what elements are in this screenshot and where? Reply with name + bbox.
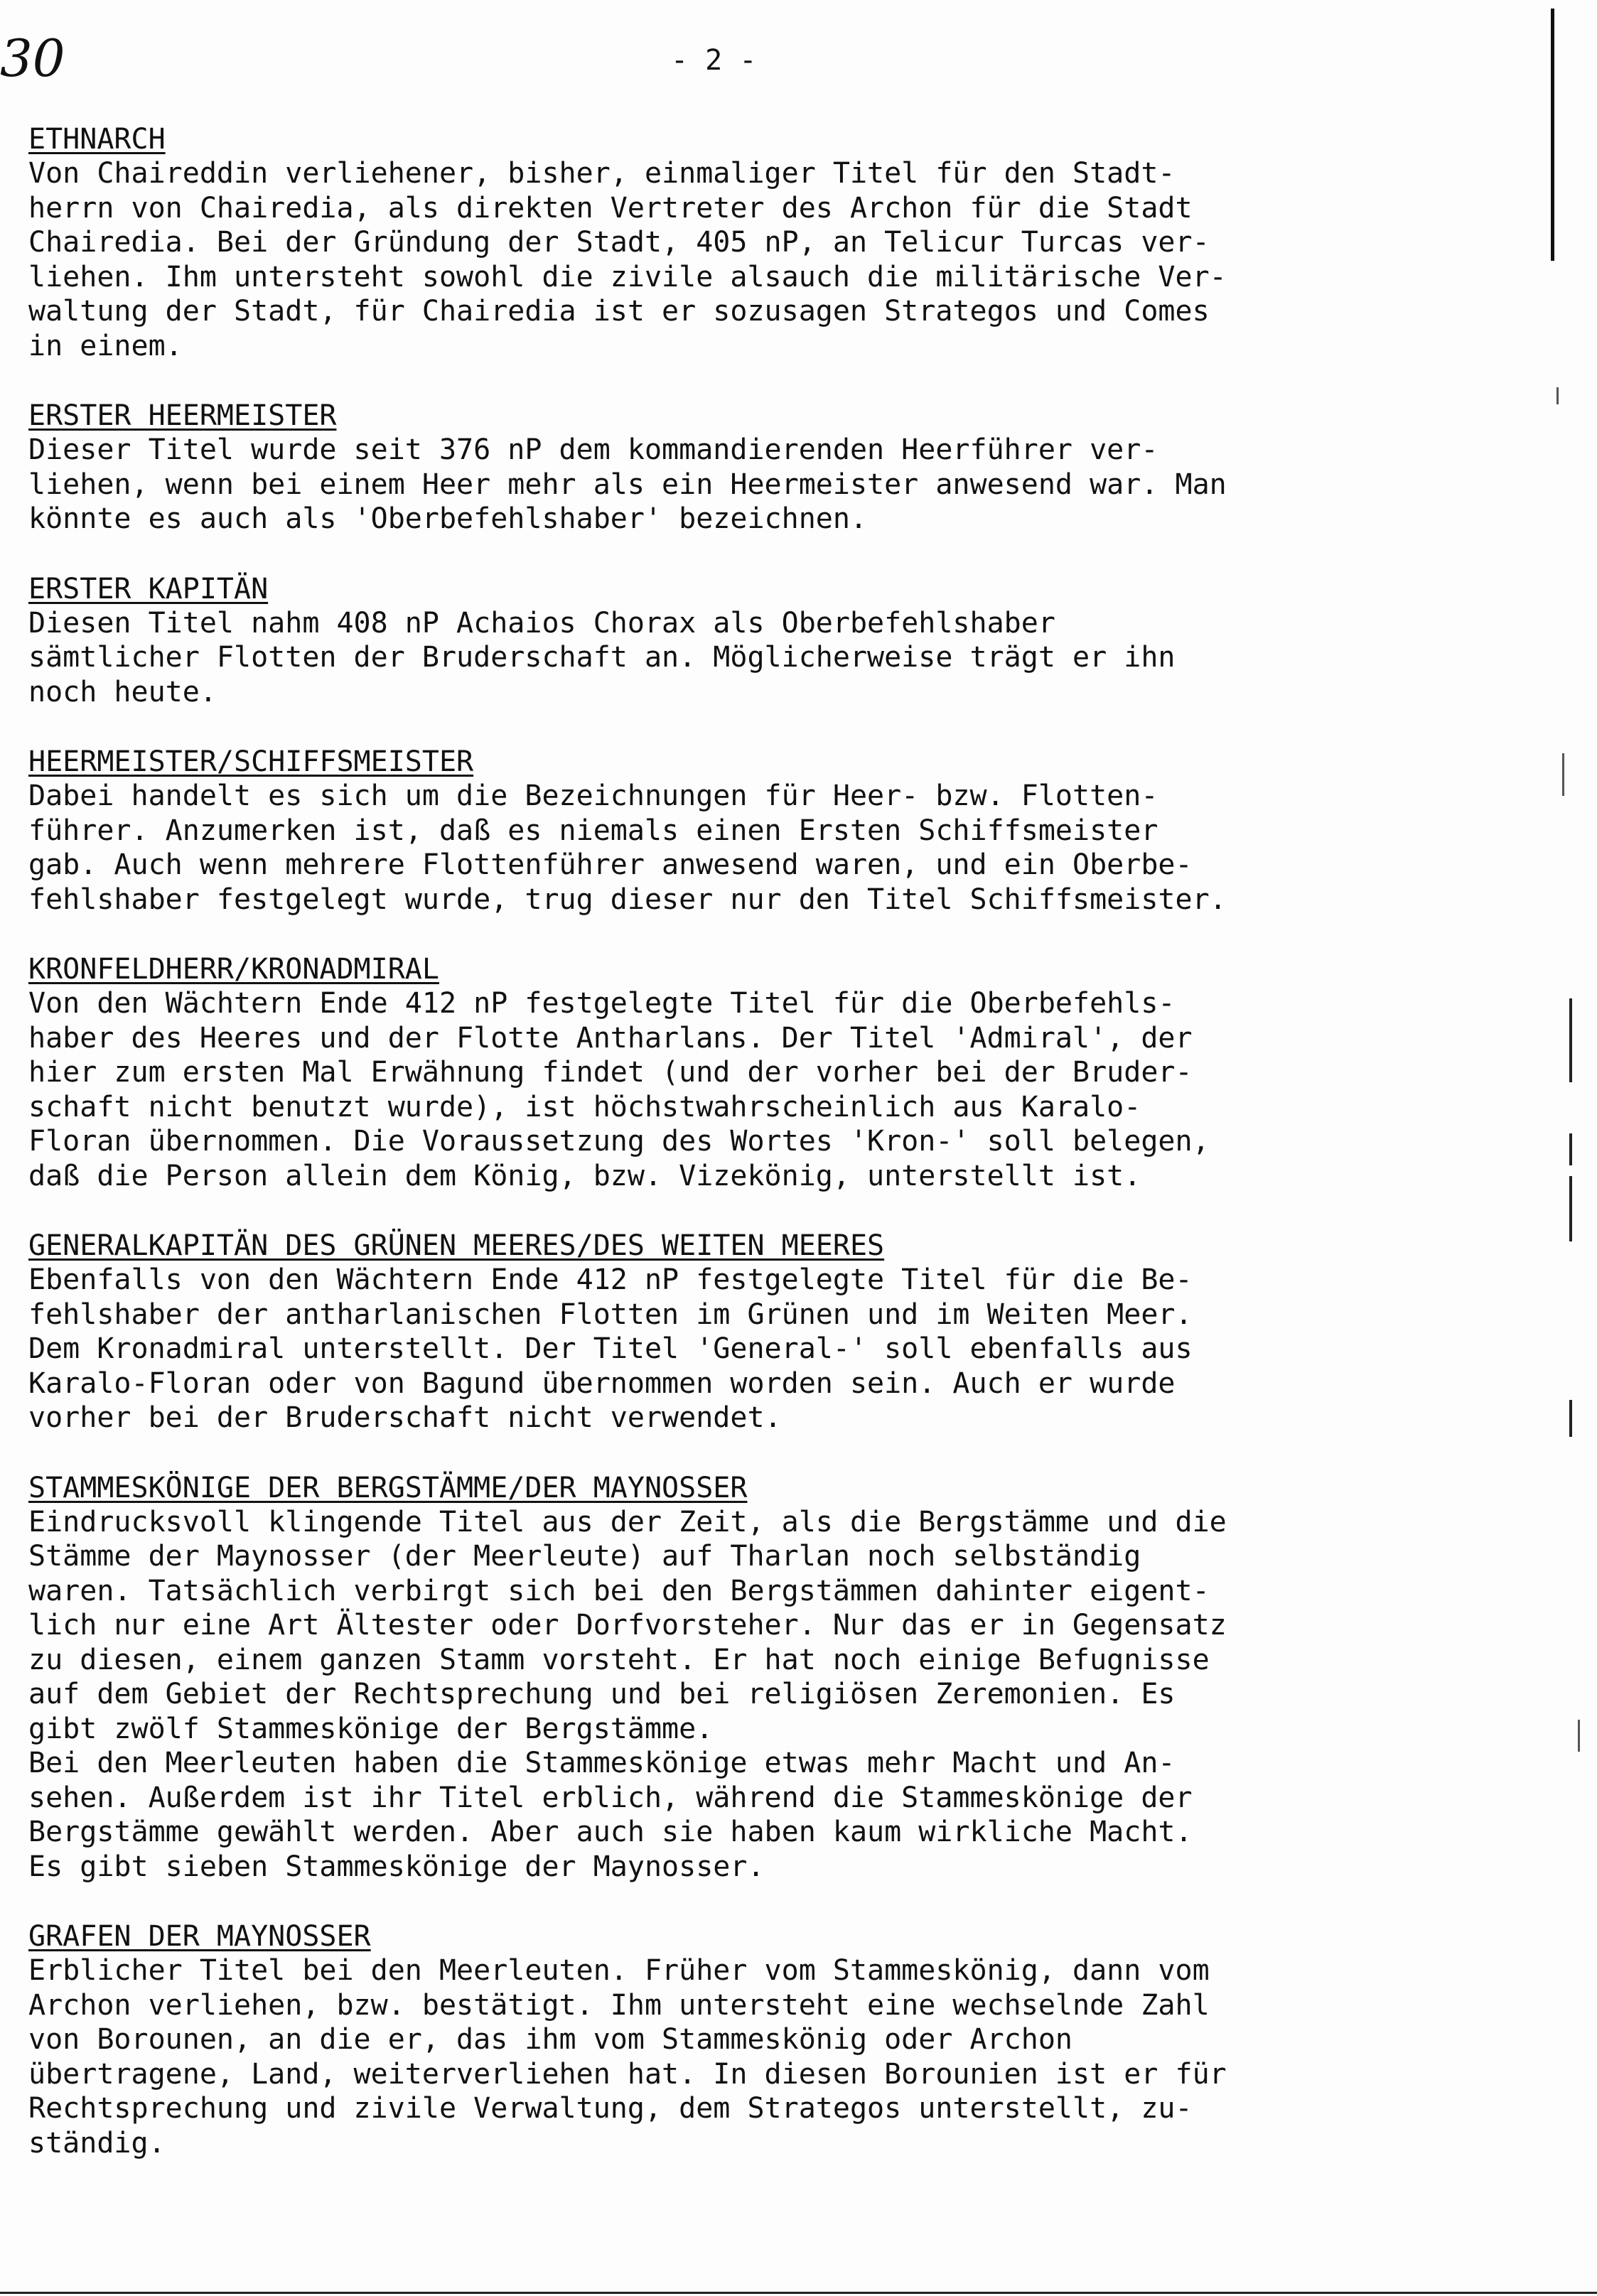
margin-mark: [1569, 1176, 1572, 1241]
entry-text-line: fehlshaber festgelegt wurde, trug dieser nur den Titel Schiffsmeister.: [28, 883, 1227, 916]
entry-text-line: Dem Kronadmiral unterstellt. Der Titel 'General-' soll ebenfalls aus: [28, 1332, 1193, 1365]
entry-text-line: Es gibt sieben Stammeskönige der Maynosser.: [28, 1850, 765, 1883]
entry-heading: ETHNARCH: [28, 123, 166, 156]
page-bottom-edge: [0, 2292, 1597, 2294]
entry-text-line: Archon verliehen, bzw. bestätigt. Ihm untersteht eine wechselnde Zahl: [28, 1988, 1210, 2022]
page-number: - 2 -: [671, 44, 757, 77]
entry-text-line: Stämme der Maynosser (der Meerleute) auf Tharlan noch selbständig: [28, 1540, 1141, 1573]
entry-text-line: Von Chaireddin verliehener, bisher, einmaliger Titel für den Stadt-: [28, 157, 1176, 190]
entry-text-line: lich nur eine Art Ältester oder Dorfvorsteher. Nur das er in Gegensatz: [28, 1609, 1227, 1642]
entry-text-line: liehen, wenn bei einem Heer mehr als ein Heermeister anwesend war. Man: [28, 468, 1227, 501]
entry-text-line: könnte es auch als 'Oberbefehlshaber' bezeichnen.: [28, 502, 868, 535]
glossary-entry: [28, 1471, 1457, 1885]
handwritten-page-number: 30: [0, 28, 65, 88]
entry-text-line: zu diesen, einem ganzen Stamm vorsteht. Er hat noch einige Befugnisse: [28, 1643, 1210, 1676]
glossary-entry: [28, 745, 1457, 917]
entry-text-line: vorher bei der Bruderschaft nicht verwendet.: [28, 1401, 782, 1434]
entry-text-line: Bei den Meerleuten haben die Stammeskönige etwas mehr Macht und An-: [28, 1747, 1176, 1779]
entry-text-line: in einem.: [28, 329, 183, 362]
margin-speck: [1562, 753, 1564, 796]
entry-text-line: Eindrucksvoll klingende Titel aus der Zeit, als die Bergstämme und die: [28, 1505, 1227, 1538]
margin-vertical-line: [1551, 9, 1554, 261]
entry-heading: ERSTER KAPITÄN: [28, 572, 269, 605]
entry-text-line: fehlshaber der antharlanischen Flotten im Grünen und im Weiten Meer.: [28, 1298, 1193, 1331]
entry-text-line: von Borounen, an die er, das ihm vom Stammeskönig oder Archon: [28, 2023, 1073, 2056]
entry-text-line: daß die Person allein dem König, bzw. Vizekönig, unterstellt ist.: [28, 1159, 1141, 1192]
glossary-list: [28, 122, 1457, 2196]
glossary-entry: [28, 1919, 1457, 2160]
entry-text-line: Rechtsprechung und zivile Verwaltung, dem Strategos unterstellt, zu-: [28, 2092, 1193, 2125]
entry-text-line: waren. Tatsächlich verbirgt sich bei den Bergstämmen dahinter eigent-: [28, 1574, 1210, 1607]
entry-text-line: Erblicher Titel bei den Meerleuten. Früher vom Stammeskönig, dann vom: [28, 1954, 1210, 1987]
entry-heading: GENERALKAPITÄN DES GRÜNEN MEERES/DES WEITEN MEERES: [28, 1229, 885, 1262]
entry-text-line: liehen. Ihm untersteht sowohl die zivile alsauch die militärische Ver-: [28, 260, 1227, 293]
entry-text-line: auf dem Gebiet der Rechtsprechung und bei religiösen Zeremonien. Es: [28, 1678, 1176, 1710]
entry-text-line: hier zum ersten Mal Erwähnung findet (und der vorher bei der Bruder-: [28, 1056, 1193, 1089]
margin-speck: [1556, 387, 1559, 404]
margin-mark: [1569, 998, 1572, 1082]
margin-speck: [1578, 1720, 1580, 1752]
entry-heading: STAMMESKÖNIGE DER BERGSTÄMME/DER MAYNOSSER: [28, 1471, 748, 1504]
entry-text-line: Karalo-Floran oder von Bagund übernommen worden sein. Auch er wurde: [28, 1367, 1176, 1400]
entry-text-line: gibt zwölf Stammeskönige der Bergstämme.: [28, 1712, 714, 1745]
glossary-entry: [28, 122, 1457, 363]
margin-mark: [1569, 1400, 1572, 1437]
entry-text-line: sehen. Außerdem ist ihr Titel erblich, während die Stammeskönige der: [28, 1781, 1193, 1814]
entry-text-line: gab. Auch wenn mehrere Flottenführer anwesend waren, und ein Oberbe-: [28, 848, 1193, 881]
glossary-entry: [28, 952, 1457, 1193]
glossary-entry: [28, 399, 1457, 537]
entry-heading: ERSTER HEERMEISTER: [28, 399, 337, 432]
entry-text-line: ständig.: [28, 2126, 166, 2160]
entry-heading: HEERMEISTER/SCHIFFSMEISTER: [28, 745, 474, 778]
entry-text-line: Dieser Titel wurde seit 376 nP dem kommandierenden Heerführer ver-: [28, 433, 1158, 466]
glossary-entry: [28, 572, 1457, 710]
entry-text-line: sämtlicher Flotten der Bruderschaft an. Möglicherweise trägt er ihn: [28, 641, 1176, 674]
entry-text-line: waltung der Stadt, für Chairedia ist er sozusagen Strategos und Comes: [28, 295, 1210, 328]
entry-text-line: Bergstämme gewählt werden. Aber auch sie haben kaum wirkliche Macht.: [28, 1816, 1193, 1848]
entry-text-line: Diesen Titel nahm 408 nP Achaios Chorax als Oberbefehlshaber: [28, 606, 1055, 640]
entry-heading: KRONFELDHERR/KRONADMIRAL: [28, 953, 439, 986]
entry-text-line: herrn von Chairedia, als direkten Vertreter des Archon für die Stadt: [28, 191, 1193, 225]
entry-text-line: übertragene, Land, weiterverliehen hat. In diesen Borounien ist er für: [28, 2057, 1227, 2091]
entry-text-line: schaft nicht benutzt wurde), ist höchstwahrscheinlich aus Karalo-: [28, 1090, 1141, 1123]
margin-mark: [1569, 1133, 1572, 1165]
entry-heading: GRAFEN DER MAYNOSSER: [28, 1920, 371, 1953]
entry-text-line: Dabei handelt es sich um die Bezeichnungen für Heer- bzw. Flotten-: [28, 780, 1158, 812]
entry-text-line: Von den Wächtern Ende 412 nP festgelegte Titel für die Oberbefehls-: [28, 987, 1176, 1020]
entry-text-line: Floran übernommen. Die Voraussetzung des Wortes 'Kron-' soll belegen,: [28, 1125, 1210, 1158]
entry-text-line: noch heute.: [28, 675, 217, 708]
entry-text-line: führer. Anzumerken ist, daß es niemals einen Ersten Schiffsmeister: [28, 814, 1158, 847]
entry-text-line: haber des Heeres und der Flotte Antharlans. Der Titel 'Admiral', der: [28, 1021, 1193, 1055]
glossary-entry: [28, 1229, 1457, 1435]
entry-text-line: Ebenfalls von den Wächtern Ende 412 nP festgelegte Titel für die Be-: [28, 1263, 1193, 1296]
entry-text-line: Chairedia. Bei der Gründung der Stadt, 405 nP, an Telicur Turcas ver-: [28, 226, 1210, 259]
